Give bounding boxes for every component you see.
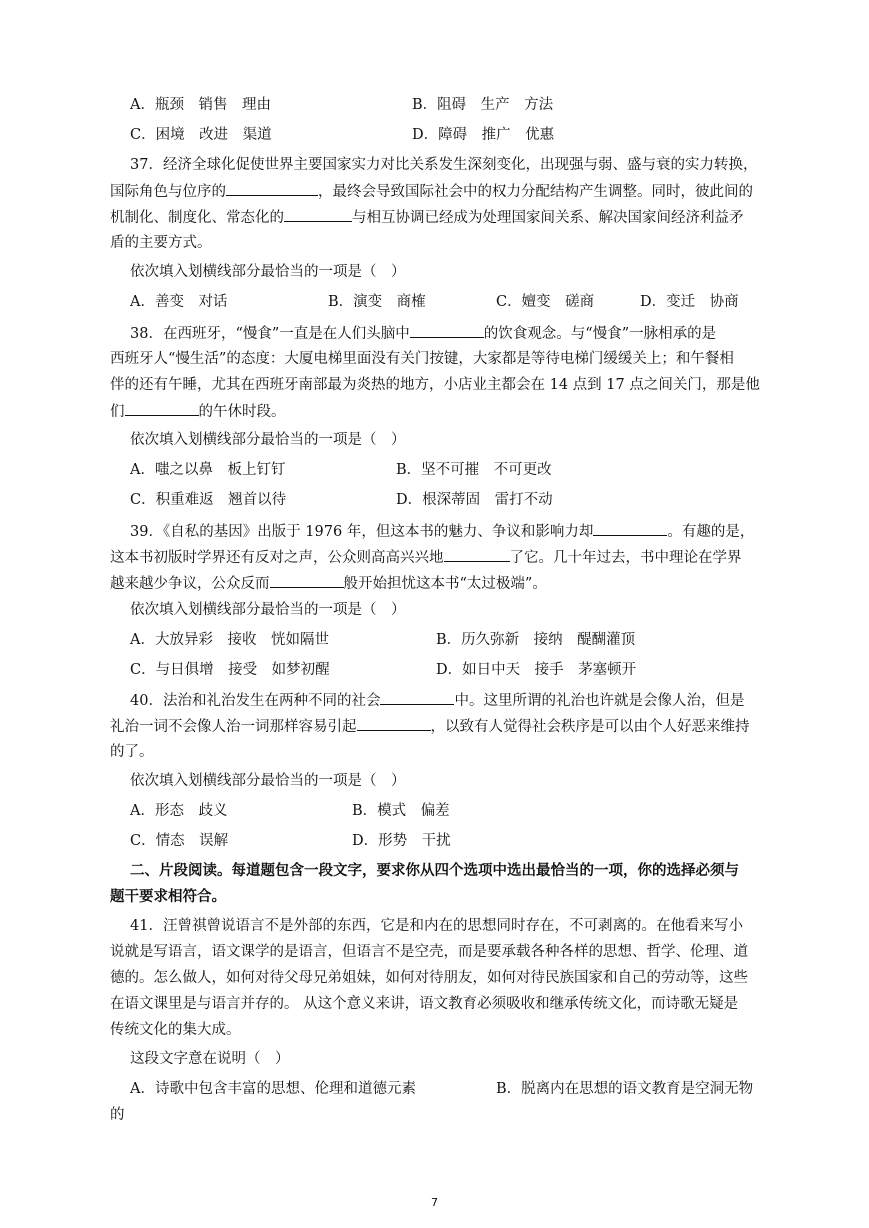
q40-prompt: 依次填入划横线部分最恰当的一项是（ ） — [130, 773, 406, 789]
q41-option-b-continuation: 的 — [110, 1107, 125, 1123]
q37-prompt: 依次填入划横线部分最恰当的一项是（ ） — [130, 264, 406, 280]
fill-blank — [226, 181, 318, 196]
section-2-heading-line-1: 二、片段阅读。每道题包含一段文字，要求你从四个选项中选出最恰当的一项，你的选择必须与 — [130, 862, 739, 879]
fill-blank — [410, 323, 484, 338]
q40-option-c: C．情态 误解 — [130, 833, 229, 849]
fill-blank — [357, 716, 431, 731]
q39-option-c: C．与日俱增 接受 如梦初醒 — [130, 662, 330, 678]
fill-blank — [270, 573, 344, 588]
q37-option-c: C．嬗变 磋商 — [496, 294, 595, 310]
q39-line-3: 越来越少争议，公众反而 般开始担忧这本书“太过极端”。 — [110, 573, 547, 594]
q38-option-d: D．根深蒂固 雷打不动 — [396, 492, 553, 508]
q38-line-3: 伴的还有午睡，尤其在西班牙南部最为炎热的地方，小店业主都会在 14 点到 17 点之间关门，那是他 — [110, 377, 760, 393]
q40-line-2: 礼治一词不会像人治一词那样容易引起 ，以致有人觉得社会秩序是可以由个人好恶来维持 — [110, 716, 750, 737]
q36-option-c: C．困境 改进 渠道 — [130, 127, 272, 143]
q40-line-3: 的了。 — [110, 744, 154, 760]
q36-option-d: D．障碍 推广 优惠 — [412, 127, 555, 143]
q38-line-1: 38．在西班牙，“慢食”一直是在人们头脑中 的饮食观念。与“慢食”一脉相承的是 — [130, 323, 716, 344]
q37-line-2: 国际角色与位序的 ，最终会导致国际社会中的权力分配结构产生调整。同时，彼此间的 — [110, 181, 753, 202]
q36-option-a: A．瓶颈 销售 理由 — [130, 97, 271, 113]
q41-option-b: B．脱离内在思想的语文教育是空洞无物 — [496, 1081, 754, 1097]
fill-blank — [444, 547, 510, 562]
q41-option-a: A．诗歌中包含丰富的思想、伦理和道德元素 — [130, 1081, 416, 1097]
q37-line-4: 盾的主要方式。 — [110, 235, 212, 251]
fill-blank — [593, 521, 667, 536]
q36-option-b: B．阻碍 生产 方法 — [412, 97, 554, 113]
q39-line-2: 这本书初版时学界还有反对之声，公众则高高兴兴地 了它。几十年过去，书中理论在学界 — [110, 547, 742, 568]
q38-prompt: 依次填入划横线部分最恰当的一项是（ ） — [130, 432, 406, 448]
q39-prompt: 依次填入划横线部分最恰当的一项是（ ） — [130, 602, 406, 618]
q41-line-4: 在语文课里是与语言并存的。 从这个意义来讲，语文教育必须吸收和继承传统文化，而诗歌无疑是 — [110, 996, 739, 1012]
q37-line-1: 37．经济全球化促使世界主要国家实力对比关系发生深刻变化，出现强与弱、盛与衰的实力转换， — [130, 157, 758, 173]
q38-option-a: A．嗤之以鼻 板上钉钉 — [130, 462, 286, 478]
q40-option-b: B．模式 偏差 — [352, 803, 450, 819]
q41-line-1: 41．汪曾祺曾说语言不是外部的东西，它是和内在的思想同时存在，不可剥离的。在他看来写小 — [130, 918, 743, 934]
q39-option-d: D．如日中天 接手 茅塞顿开 — [436, 662, 637, 678]
q41-line-5: 传统文化的集大成。 — [110, 1022, 241, 1038]
q40-option-d: D．形势 干扰 — [352, 833, 451, 849]
q38-option-c: C．积重难返 翘首以待 — [130, 492, 287, 508]
q39-option-b: B．历久弥新 接纳 醍醐灌顶 — [436, 632, 636, 648]
q37-option-d: D．变迁 协商 — [640, 294, 739, 310]
q38-line-2: 西班牙人“慢生活”的态度：大厦电梯里面没有关门按键，大家都是等待电梯门缓缓关上；和午餐相 — [110, 351, 734, 367]
q40-option-a: A．形态 歧义 — [130, 803, 228, 819]
q41-line-3: 德的。怎么做人，如何对待父母兄弟姐妹，如何对待朋友，如何对待民族国家和自己的劳动等，这些 — [110, 970, 748, 986]
q37-line-3: 机制化、制度化、常态化的 与相互协调已经成为处理国家间关系、解决国家间经济利益矛 — [110, 207, 744, 228]
q39-line-1: 39．《自私的基因》出版于 1976 年，但这本书的魅力、争议和影响力却 。有趣的是， — [130, 521, 754, 542]
fill-blank — [380, 690, 454, 705]
section-2-heading-line-2: 题干要求相符合。 — [110, 888, 226, 905]
q37-option-b: B．演变 商榷 — [328, 294, 426, 310]
q38-line-4: 们 的午休时段。 — [110, 401, 286, 422]
q40-line-1: 40．法治和礼治发生在两种不同的社会 中。这里所谓的礼治也许就是会像人治，但是 — [130, 690, 744, 711]
q39-option-a: A．大放异彩 接收 恍如隔世 — [130, 632, 329, 648]
q41-line-2: 说就是写语言，语文课学的是语言，但语言不是空壳，而是要承载各种各样的思想、哲学、伦理、道 — [110, 944, 748, 960]
q41-prompt: 这段文字意在说明（ ） — [130, 1051, 290, 1067]
q37-option-a: A．善变 对话 — [130, 294, 228, 310]
q38-option-b: B．坚不可摧 不可更改 — [396, 462, 552, 478]
fill-blank — [125, 401, 199, 416]
fill-blank — [284, 207, 352, 222]
page-number: 7 — [431, 1196, 438, 1209]
